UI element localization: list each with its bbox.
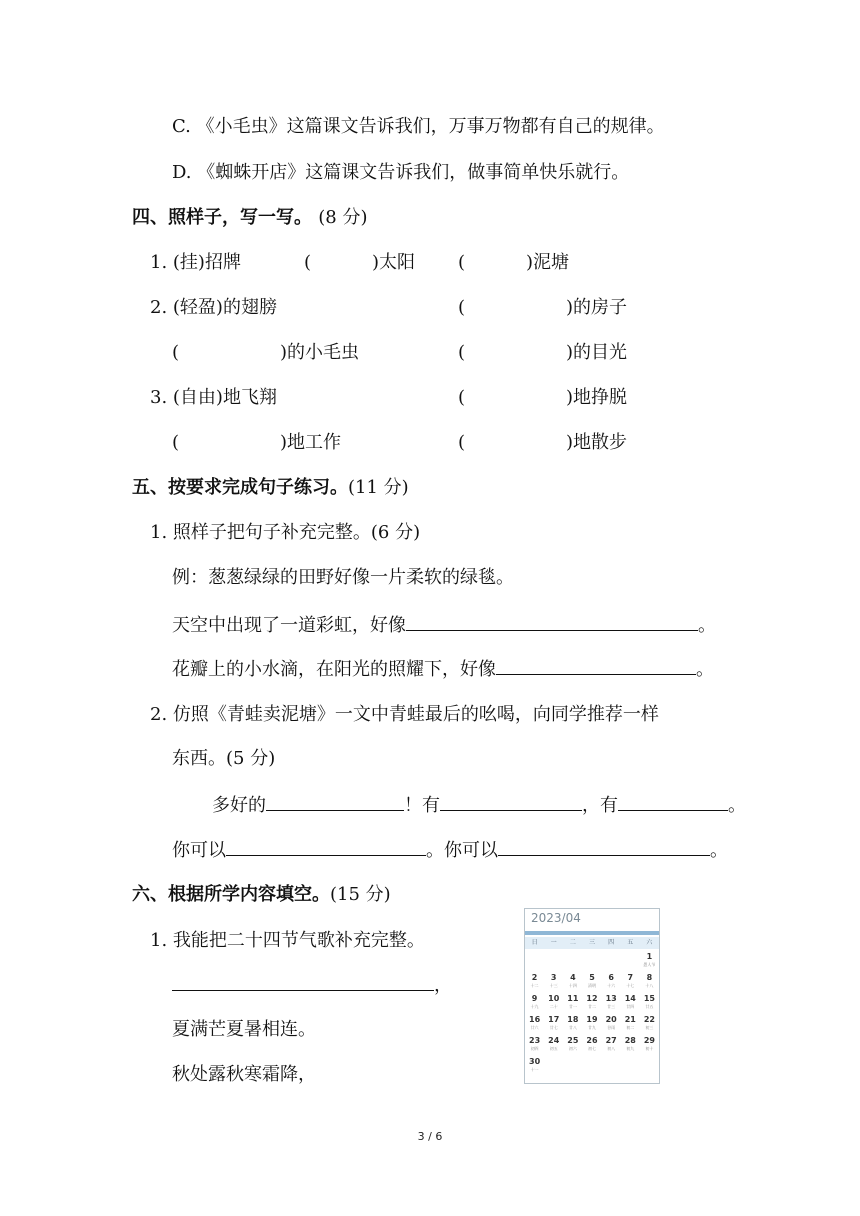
calendar-weekday: 日: [531, 939, 538, 946]
calendar-lunar-label: 清明: [587, 983, 596, 988]
calendar-lunar-label: 廿五: [645, 1004, 654, 1009]
calendar-title: 2023/04: [531, 911, 581, 925]
calendar-day-cell: [621, 952, 640, 973]
section-6-title: 六、根据所学内容填空。: [132, 884, 330, 905]
calendar-day-number: 20: [605, 1015, 617, 1024]
s4-row2-b: )的房子: [566, 297, 628, 318]
s4-row3-open: (: [172, 342, 180, 363]
s4-row3-open2: (: [458, 342, 466, 363]
calendar-day-cell: [621, 1057, 640, 1078]
s4-row5-open2: (: [458, 432, 466, 453]
calendar-day-number: 22: [643, 1015, 655, 1024]
calendar-day-number: 11: [567, 994, 579, 1003]
s6-blank-line: [172, 972, 452, 999]
calendar-lunar-label: 初十: [645, 1046, 654, 1051]
calendar-day-number: 10: [548, 994, 560, 1003]
calendar-lunar-label: 廿七: [549, 1025, 558, 1030]
calendar-day-cell: [640, 973, 659, 994]
s4-row5-open: (: [172, 432, 180, 453]
calendar-day-cell: [582, 1036, 601, 1057]
s4-row4-b: )地挣脱: [566, 387, 628, 408]
calendar-day-cell: [582, 952, 601, 973]
section-4-points: (8 分): [318, 207, 368, 228]
calendar-day-cell: [563, 1057, 582, 1078]
calendar-day-number: 15: [643, 994, 655, 1003]
s6-blank-1[interactable]: [172, 972, 434, 991]
calendar-day-cell: [525, 1015, 544, 1036]
calendar-weekday-row: [525, 937, 659, 949]
s6-line-2: 夏满芒夏暑相连。: [172, 1019, 316, 1040]
calendar-lunar-label: 十七: [626, 983, 635, 988]
s5-period-3: 。: [728, 795, 746, 816]
calendar-day-number: 16: [529, 1015, 541, 1024]
calendar-grid: [525, 952, 659, 1078]
calendar-lunar-label: 十六: [607, 983, 616, 988]
calendar-day-number: 19: [586, 1015, 598, 1024]
calendar-weekday: 六: [646, 939, 653, 946]
calendar-lunar-label: 十九: [530, 1004, 539, 1009]
calendar-weekday: 一: [550, 939, 557, 946]
calendar-day-cell: [544, 1036, 563, 1057]
calendar-day-cell: [563, 1015, 582, 1036]
s5-fill-line-1: [212, 792, 746, 819]
section-6-heading: [132, 882, 391, 908]
s5-blank-7[interactable]: [498, 837, 710, 856]
s5-q1: 1. 照样子把句子补充完整。(6 分): [150, 522, 421, 543]
s4-row1-c: )泥塘: [526, 252, 570, 273]
calendar-day-number: 24: [548, 1036, 560, 1045]
s4-row1-example: 1. (挂)招牌: [150, 252, 241, 273]
section-4-heading: [132, 205, 368, 231]
s5-sentence-1-text: 天空中出现了一道彩虹，好像: [172, 615, 406, 636]
s5-q2-line2: 东西。(5 分): [172, 748, 276, 769]
calendar-lunar-label: 初四: [530, 1046, 539, 1051]
calendar-lunar-label: 廿八: [568, 1025, 577, 1030]
option-d: D. 《蜘蛛开店》这篇课文告诉我们，做事简单快乐就行。: [172, 162, 630, 183]
calendar-lunar-label: 廿六: [530, 1025, 539, 1030]
calendar-lunar-label: 廿四: [626, 1004, 635, 1009]
calendar-day-number: 9: [531, 994, 538, 1003]
calendar-day-cell: [582, 994, 601, 1015]
calendar-day-cell: [602, 952, 621, 973]
calendar-day-number: 1: [646, 952, 653, 961]
calendar-day-cell: [544, 973, 563, 994]
s6-q1: 1. 我能把二十四节气歌补充完整。: [150, 930, 425, 951]
section-4-title: 四、照样子，写一写。: [132, 207, 312, 228]
calendar-day-cell: [621, 1036, 640, 1057]
page-number: 3 / 6: [417, 1130, 443, 1143]
calendar-day-cell: [621, 1015, 640, 1036]
s5-blank-1[interactable]: [406, 612, 698, 631]
calendar-day-number: 6: [608, 973, 614, 982]
calendar-lunar-label: 初二: [626, 1025, 635, 1030]
calendar-lunar-label: 十四: [568, 983, 577, 988]
s5-period-4: 。: [710, 840, 728, 861]
s4-row2-example: 2. (轻盈)的翅膀: [150, 297, 277, 318]
calendar-day-cell: [621, 994, 640, 1015]
calendar-day-number: 12: [586, 994, 598, 1003]
s5-blank-3[interactable]: [266, 792, 404, 811]
s5-blank-6[interactable]: [226, 837, 426, 856]
calendar-day-cell: [602, 994, 621, 1015]
calendar-lunar-label: 初五: [549, 1046, 558, 1051]
s5-sentence-2-text: 花瓣上的小水滴，在阳光的照耀下，好像: [172, 659, 496, 680]
calendar-day-cell: [602, 973, 621, 994]
calendar-lunar-label: 廿三: [607, 1004, 616, 1009]
s4-row5-b: )地散步: [566, 432, 628, 453]
calendar-day-cell: [582, 1057, 601, 1078]
s5-sentence-1: [172, 612, 716, 639]
calendar-day-cell: [544, 994, 563, 1015]
calendar-day-number: 21: [624, 1015, 636, 1024]
calendar-day-cell: [602, 1015, 621, 1036]
s5-blank-2[interactable]: [496, 656, 696, 675]
calendar-day-cell: [525, 994, 544, 1015]
calendar-day-cell: [640, 1057, 659, 1078]
calendar-lunar-label: 谷雨: [607, 1025, 616, 1030]
calendar-day-cell: [563, 952, 582, 973]
s5-q2-line1: 2. 仿照《青蛙卖泥塘》一文中青蛙最后的吆喝，向同学推荐一样: [150, 704, 659, 725]
option-c: C. 《小毛虫》这篇课文告诉我们，万事万物都有自己的规律。: [172, 116, 665, 137]
calendar-day-number: 5: [589, 973, 595, 982]
calendar-day-number: 3: [550, 973, 557, 982]
s4-row3-a: )的小毛虫: [280, 342, 360, 363]
calendar-day-cell: [640, 952, 659, 973]
s5-fill-4: 你可以: [172, 840, 226, 861]
calendar-image: [524, 908, 660, 1084]
section-5-heading: [132, 475, 409, 501]
calendar-day-cell: [640, 1015, 659, 1036]
calendar-lunar-label: 初三: [645, 1025, 654, 1030]
calendar-day-number: 17: [548, 1015, 560, 1024]
calendar-day-number: 29: [643, 1036, 655, 1045]
calendar-day-cell: [563, 994, 582, 1015]
calendar-day-number: 25: [567, 1036, 579, 1045]
calendar-lunar-label: 二十: [549, 1004, 558, 1009]
calendar-lunar-label: 十一: [530, 1067, 539, 1072]
calendar-lunar-label: 十二: [530, 983, 539, 988]
section-5-title: 五、按要求完成句子练习。: [132, 477, 348, 498]
calendar-lunar-label: 初八: [607, 1046, 616, 1051]
s5-fill-2: ！有: [404, 795, 440, 816]
calendar-day-number: 28: [624, 1036, 636, 1045]
calendar-day-cell: [602, 1036, 621, 1057]
s5-example: 例：葱葱绿绿的田野好像一片柔软的绿毯。: [172, 567, 514, 588]
calendar-weekday: 四: [608, 939, 615, 946]
s4-row1-open: (: [304, 252, 312, 273]
calendar-day-cell: [640, 994, 659, 1015]
s5-period-2: 。: [696, 659, 714, 680]
calendar-day-number: 26: [586, 1036, 598, 1045]
s4-row1-open2: (: [458, 252, 466, 273]
calendar-day-number: 4: [570, 973, 576, 982]
calendar-day-number: 13: [605, 994, 617, 1003]
s4-row1-b: )太阳: [372, 252, 416, 273]
calendar-day-cell: [563, 1036, 582, 1057]
calendar-day-cell: [525, 952, 544, 973]
calendar-lunar-label: 十三: [549, 983, 558, 988]
s4-row4-open: (: [458, 387, 466, 408]
calendar-lunar-label: 廿二: [587, 1004, 596, 1009]
calendar-lunar-label: 初九: [626, 1046, 635, 1051]
calendar-lunar-label: 愚人节: [643, 962, 656, 967]
s5-blank-5[interactable]: [618, 792, 728, 811]
s5-fill-line-2: [172, 837, 728, 864]
s4-row2-open: (: [458, 297, 466, 318]
calendar-day-cell: [602, 1057, 621, 1078]
s5-fill-3: ，有: [582, 795, 618, 816]
calendar-day-cell: [640, 1036, 659, 1057]
section-6-points: (15 分): [330, 884, 391, 905]
calendar-day-number: 27: [605, 1036, 617, 1045]
section-5-points: (11 分): [348, 477, 409, 498]
s4-row4-example: 3. (自由)地飞翔: [150, 387, 277, 408]
s5-sentence-2: [172, 656, 714, 683]
s5-fill-5: 。你可以: [426, 840, 498, 861]
calendar-weekday: 二: [569, 939, 576, 946]
calendar-header-band: [525, 931, 659, 935]
calendar-day-cell: [525, 1057, 544, 1078]
calendar-day-cell: [544, 1057, 563, 1078]
calendar-day-number: 7: [627, 973, 634, 982]
calendar-day-number: 23: [529, 1036, 541, 1045]
s4-row3-b: )的目光: [566, 342, 628, 363]
calendar-day-cell: [525, 973, 544, 994]
s4-row5-a: )地工作: [280, 432, 342, 453]
calendar-lunar-label: 初六: [568, 1046, 577, 1051]
calendar-day-cell: [582, 1015, 601, 1036]
calendar-day-cell: [525, 1036, 544, 1057]
s5-fill-1: 多好的: [212, 795, 266, 816]
calendar-day-cell: [621, 973, 640, 994]
calendar-day-cell: [544, 1015, 563, 1036]
calendar-day-number: 18: [567, 1015, 579, 1024]
calendar-day-cell: [563, 973, 582, 994]
calendar-lunar-label: 廿一: [568, 1004, 577, 1009]
calendar-day-number: 30: [529, 1057, 541, 1066]
calendar-weekday: 三: [588, 939, 595, 946]
s6-line-3: 秋处露秋寒霜降，: [172, 1064, 316, 1085]
calendar-lunar-label: 廿九: [587, 1025, 596, 1030]
calendar-day-number: 14: [624, 994, 636, 1003]
calendar-day-number: 8: [646, 973, 653, 982]
calendar-day-cell: [582, 973, 601, 994]
calendar-lunar-label: 十八: [645, 983, 654, 988]
calendar-day-cell: [544, 952, 563, 973]
calendar-lunar-label: 初七: [587, 1046, 596, 1051]
calendar-weekday: 五: [627, 939, 634, 946]
s6-comma: ，: [434, 975, 452, 996]
s5-period-1: 。: [698, 615, 716, 636]
calendar-day-number: 2: [531, 973, 538, 982]
s5-blank-4[interactable]: [440, 792, 582, 811]
